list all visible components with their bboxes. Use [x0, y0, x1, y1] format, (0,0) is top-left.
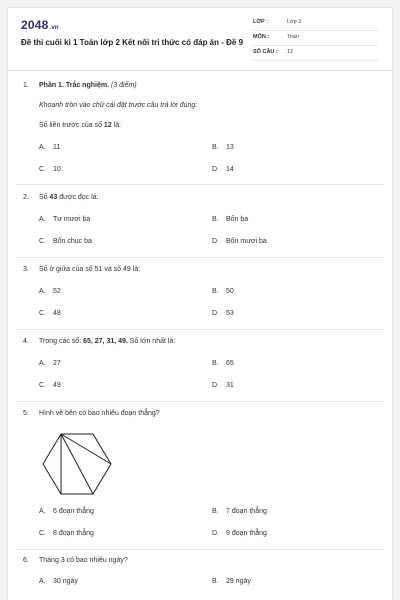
- option-letter: B.: [212, 578, 219, 585]
- site-logo[interactable]: [21, 18, 59, 32]
- option-letter: D.: [212, 310, 219, 317]
- option-letter: B.: [212, 508, 219, 515]
- question-number: 2.: [23, 194, 29, 201]
- option-letter: D.: [212, 166, 219, 173]
- option-text: 52: [53, 288, 61, 295]
- option-text: 13: [226, 144, 234, 151]
- meta-subject-label: MÔN :: [253, 34, 270, 40]
- q4-option-a[interactable]: [39, 360, 61, 367]
- option-text: Tư mươi ba: [53, 216, 91, 223]
- q5-option-a[interactable]: [39, 508, 94, 515]
- q3-option-c[interactable]: [39, 310, 61, 317]
- option-text: 65: [226, 360, 234, 367]
- option-text: 53: [226, 310, 234, 317]
- option-text: 14: [226, 166, 234, 173]
- q3-option-b[interactable]: [212, 288, 234, 295]
- option-letter: B.: [212, 360, 219, 367]
- prompt-text: Số liền trước của số: [39, 122, 104, 129]
- prompt-text-end: được đọc là:: [57, 194, 99, 201]
- option-letter: C.: [39, 238, 46, 245]
- option-letter: A.: [39, 578, 46, 585]
- question-number: 4.: [23, 338, 29, 345]
- prompt-bold: 65, 27, 31, 49.: [83, 338, 128, 345]
- prompt-text: Tháng 3 có bao nhiêu ngày?: [39, 557, 128, 564]
- meta-class-value: Lớp 2: [287, 19, 302, 25]
- q5-option-c[interactable]: [39, 530, 94, 537]
- q2-option-a[interactable]: [39, 216, 90, 223]
- option-letter: A.: [39, 288, 46, 295]
- prompt-text: Hình vẽ bên có bao nhiêu đoạn thẳng?: [39, 410, 160, 417]
- option-text: 49: [53, 382, 61, 389]
- option-letter: A.: [39, 216, 46, 223]
- logo-text: 2048: [21, 18, 49, 32]
- q5-option-d[interactable]: [212, 530, 267, 537]
- divider: [16, 257, 384, 258]
- q3-option-a[interactable]: [39, 288, 61, 295]
- option-text: 10: [53, 166, 61, 173]
- prompt-text: Trong các số:: [39, 338, 84, 345]
- option-text: 27: [53, 360, 61, 367]
- q4-option-d[interactable]: [212, 382, 234, 389]
- meta-count-value: 12: [287, 49, 294, 55]
- q6-option-b[interactable]: [212, 578, 251, 585]
- instruction-text: Khoanh tròn vào chữ cái đặt trước câu trả lời đúng:: [39, 102, 198, 109]
- option-letter: A.: [39, 508, 46, 515]
- q1-option-c[interactable]: [39, 166, 61, 173]
- option-text: 6 đoạn thẳng: [53, 508, 94, 515]
- prompt-text: Số: [39, 194, 50, 201]
- meta-class-label: LỚP :: [253, 19, 268, 25]
- meta-subject-value: Toán: [287, 34, 299, 40]
- option-text: 29 ngày: [226, 578, 251, 585]
- q2-option-c[interactable]: [39, 238, 92, 245]
- prompt-bold: 12: [103, 122, 112, 129]
- logo-suffix: .vn: [49, 25, 59, 31]
- exam-paper: [8, 8, 392, 600]
- option-text: 50: [226, 288, 234, 295]
- option-letter: B.: [212, 216, 219, 223]
- option-letter: C.: [39, 530, 46, 537]
- option-text: 7 đoạn thẳng: [226, 508, 267, 515]
- option-letter: A.: [39, 360, 46, 367]
- option-text: 11: [53, 144, 61, 151]
- option-text: 9 đoạn thẳng: [226, 530, 267, 537]
- option-text: 8 đoạn thẳng: [53, 530, 94, 537]
- q3-option-d[interactable]: [212, 310, 234, 317]
- page-title: Đề thi cuối kì 1 Toán lớp 2 Kết nối tri thức có đáp án - Đề 9: [21, 38, 244, 47]
- meta-count: [253, 46, 378, 61]
- q1-option-a[interactable]: [39, 144, 60, 151]
- question-number: 6.: [23, 557, 29, 564]
- q4-option-c[interactable]: [39, 382, 61, 389]
- option-letter: D.: [212, 530, 219, 537]
- option-letter: C.: [39, 166, 46, 173]
- divider: [16, 401, 384, 402]
- q5-option-b[interactable]: [212, 508, 267, 515]
- option-letter: A.: [39, 144, 46, 151]
- q2-option-b[interactable]: [212, 216, 248, 223]
- divider: [16, 329, 384, 330]
- meta-panel: [253, 16, 378, 61]
- question-number: 3.: [23, 266, 29, 273]
- option-text: Bốn mươi ba: [226, 238, 267, 245]
- prompt-text-end: là:: [111, 122, 122, 129]
- divider: [16, 549, 384, 550]
- prompt-bold: 43: [49, 194, 58, 201]
- meta-subject: [253, 31, 378, 46]
- option-letter: D.: [212, 382, 219, 389]
- section-title: Phần 1. Trắc nghiệm.: [39, 82, 110, 89]
- option-text: 48: [53, 310, 61, 317]
- q1-option-d[interactable]: [212, 166, 234, 173]
- meta-class: [253, 16, 378, 31]
- divider: [16, 184, 384, 185]
- option-text: Bốn chục ba: [53, 238, 92, 245]
- option-letter: C.: [39, 310, 46, 317]
- q2-option-d[interactable]: [212, 238, 267, 245]
- section-heading: [39, 82, 137, 89]
- option-letter: C.: [39, 382, 46, 389]
- option-letter: B.: [212, 288, 219, 295]
- option-text: Bốn ba: [226, 216, 249, 223]
- option-text: 31: [226, 382, 234, 389]
- diagonal-line: [61, 434, 93, 494]
- option-letter: B.: [212, 144, 219, 151]
- q6-option-a[interactable]: [39, 578, 78, 585]
- meta-count-label: SỐ CÂU :: [253, 49, 278, 55]
- option-letter: D.: [212, 238, 219, 245]
- q1-option-b[interactable]: [212, 144, 234, 151]
- question-number: 5.: [23, 410, 29, 417]
- hexagon-figure: [41, 430, 113, 498]
- option-text: 30 ngày: [53, 578, 78, 585]
- prompt-text-end: Số lớn nhất là:: [127, 338, 176, 345]
- page-header: [8, 8, 392, 71]
- section-points: (3 điểm): [110, 82, 137, 89]
- q4-option-b[interactable]: [212, 360, 234, 367]
- prompt-text: Số ở giữa của số 51 và số 49 là:: [39, 266, 141, 273]
- question-number: 1.: [23, 82, 29, 89]
